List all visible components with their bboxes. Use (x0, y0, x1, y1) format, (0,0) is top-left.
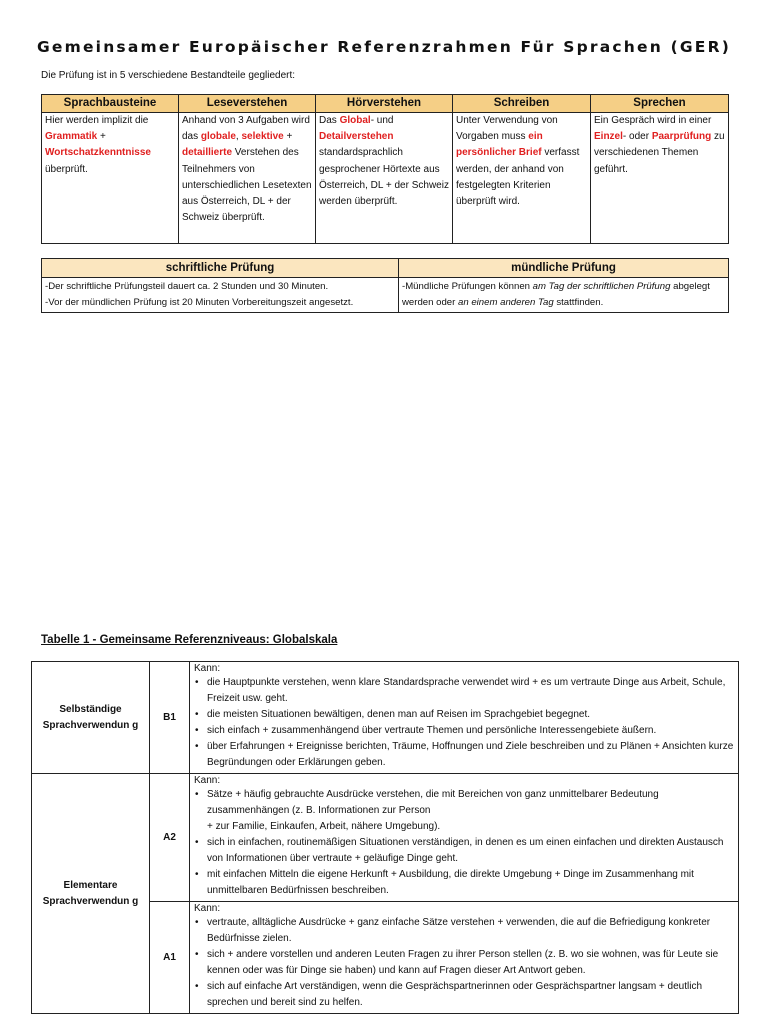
kann-label: Kann: (194, 775, 221, 786)
header-hoerverstehen: Hörverstehen (316, 95, 453, 113)
list-item: • die Hauptpunkte verstehen, wenn klare Standardsprache verwendet wird + es um vertraute Dinge aus Arbeit, Schule, Freizeit usw. geht. (207, 675, 734, 707)
table-caption: Tabelle 1 - Gemeinsame Referenzniveaus: Globalskala (41, 634, 338, 646)
cell-oral-exam: -Mündliche Prüfungen können am Tag der schriftlichen Prüfung abgelegt werden oder an einem anderen Tag stattfinden. (399, 278, 729, 313)
written-line-2: -Vor der mündlichen Prüfung ist 20 Minuten Vorbereitungszeit angesetzt. (45, 297, 354, 308)
header-oral-exam: mündliche Prüfung (399, 259, 729, 278)
group-elementary: Elementare Sprachverwendun g (32, 774, 150, 1014)
cell-schreiben: Unter Verwendung von Vorgaben muss ein persönlicher Brief verfasst werden, der anhand von festgelegten Kriterien überprüft wird. (453, 113, 591, 244)
header-written-exam: schriftliche Prüfung (42, 259, 399, 278)
header-schreiben: Schreiben (453, 95, 591, 113)
cell-leseverstehen: Anhand von 3 Aufgaben wird das globale, selektive + detaillierte Verstehen des Teilnehmers von unterschiedlichen Lesetexten aus Österreich, DL + der Schweiz überprüft. (179, 113, 316, 244)
header-sprechen: Sprechen (591, 95, 729, 113)
header-sprachbausteine: Sprachbausteine (42, 95, 179, 113)
cell-hoerverstehen: Das Global- und Detailverstehen standardsprachlich gesprochener Hörtexte aus Österreich, DL + der Schweiz werden überprüft. (316, 113, 453, 244)
group-independent: Selbständige Sprachverwendun g (32, 662, 150, 774)
cell-sprechen: Ein Gespräch wird in einer Einzel- oder Paarprüfung zu verschiedenen Themen geführt. (591, 113, 729, 244)
document-title: Gemeinsamer Europäischer Referenzrahmen Für Sprachen (GER) (36, 38, 731, 56)
level-a2-description (190, 774, 739, 902)
level-b1-description (190, 662, 739, 774)
kann-label: Kann: (194, 903, 221, 914)
list-item: • sich in einfachen, routinemäßigen Situationen verständigen, in denen es um einen einfachen und direkten Austausch von Informationen über vertraute + geläufige Dinge geht. (207, 835, 734, 867)
list-item: • sich + andere vorstellen und anderen Leuten Fragen zu ihrer Person stellen (z. B. wo sie wohnen, was für Leute sie kennen oder was für Dinge sie haben) und kann auf Fragen dieser Art Antwort geben. (207, 947, 734, 979)
header-leseverstehen: Leseverstehen (179, 95, 316, 113)
list-item: • sich auf einfache Art verständigen, wenn die Gesprächspartnerinnen oder Gesprächspartner langsam + deutlich sprechen und bereit sind zu helfen. (207, 979, 734, 1011)
kann-label: Kann: (194, 663, 221, 674)
list-item: • sich einfach + zusammenhängend über vertraute Themen und persönliche Interessengebiete äußern. (207, 723, 734, 739)
exam-types-table (41, 258, 729, 313)
exam-components-table (41, 94, 729, 244)
intro-text: Die Prüfung ist in 5 verschiedene Bestandteile gegliedert: (41, 70, 296, 81)
level-a2: A2 (150, 774, 190, 902)
written-line-1: -Der schriftliche Prüfungsteil dauert ca. 2 Stunden und 30 Minuten. (45, 281, 329, 292)
reference-levels-table (31, 661, 739, 1014)
list-item: • mit einfachen Mitteln die eigene Herkunft + Ausbildung, die direkte Umgebung + Dinge im Zusammenhang mit unmittelbaren Bedürfnissen beschreiben. (207, 867, 734, 899)
list-item: • die meisten Situationen bewältigen, denen man auf Reisen im Sprachgebiet begegnet. (207, 707, 734, 723)
level-a1: A1 (150, 902, 190, 1014)
level-a1-description (190, 902, 739, 1014)
level-b1: B1 (150, 662, 190, 774)
list-item: • Sätze + häufig gebrauchte Ausdrücke verstehen, die mit Bereichen von ganz unmittelbarer Bedeutung zusammenhängen (z. B. Informationen zur Person + zur Familie, Einkaufen, Arbeit, nähere Umgebung). (207, 787, 734, 835)
cell-sprachbausteine: Hier werden implizit die Grammatik + Wortschatzkenntnisse überprüft. (42, 113, 179, 244)
cell-written-exam (42, 278, 399, 313)
list-item: • über Erfahrungen + Ereignisse berichten, Träume, Hoffnungen und Ziele beschreiben und zu Plänen + Ansichten kurze Begründungen oder Erklärungen geben. (207, 739, 734, 771)
list-item: • vertraute, alltägliche Ausdrücke + ganz einfache Sätze verstehen + verwenden, die auf die Befriedigung konkreter Bedürfnisse zielen. (207, 915, 734, 947)
